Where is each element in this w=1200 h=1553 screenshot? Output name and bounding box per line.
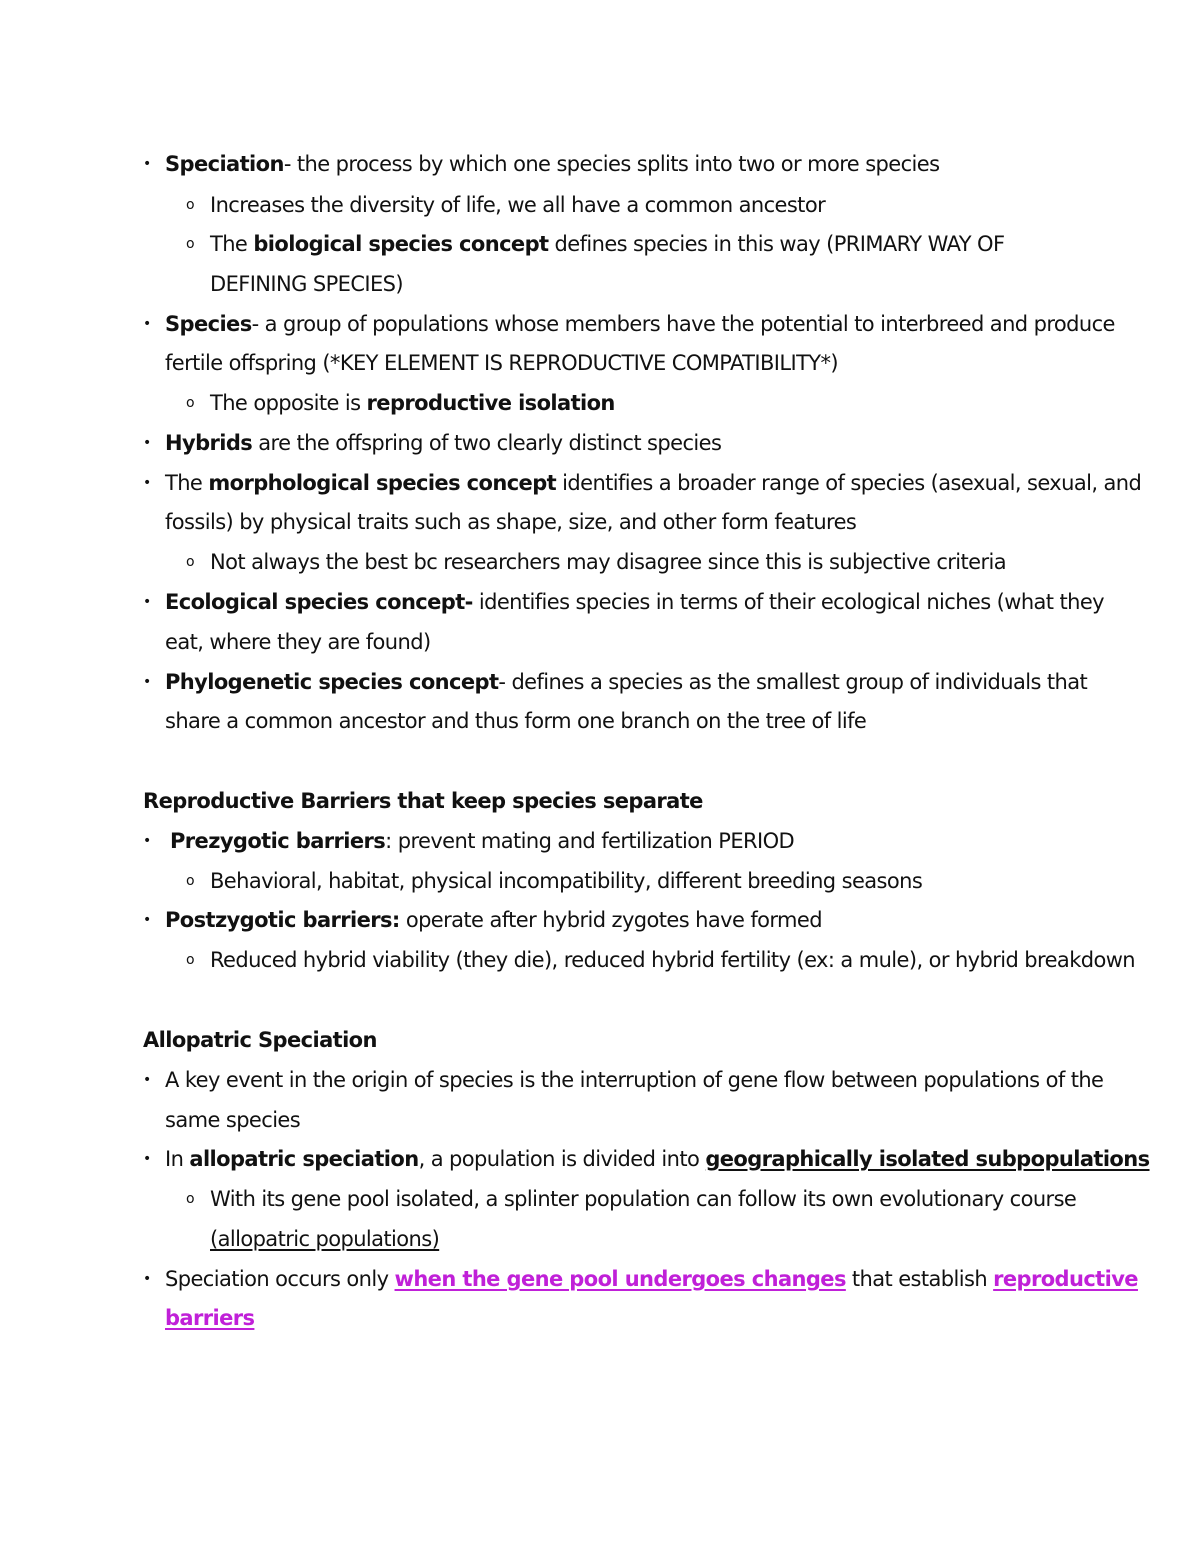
list-item-continuation: DEFINING SPECIES) [210, 272, 403, 296]
bullet-icon: • [143, 1271, 151, 1287]
highlight-gene-pool-changes: when the gene pool undergoes changes [394, 1267, 846, 1291]
sub-item-text: Increases the diversity of life, we all have a common ancestor [210, 193, 826, 217]
term-species: Species [165, 312, 252, 336]
list-item: • In allopatric speciation, a population is divided into geographically isolated subpopulations [0, 1144, 1200, 1174]
list-item: • Phylogenetic species concept- defines a species as the smallest group of individuals that [0, 667, 1200, 697]
list-item: • The morphological species concept identifies a broader range of species (asexual, sexual, and [0, 468, 1200, 498]
list-item-continuation: same species [165, 1108, 301, 1132]
bullet-icon: • [143, 316, 151, 332]
list-item: • Prezygotic barriers: prevent mating and fertilization PERIOD [0, 826, 1200, 856]
list-item-continuation [0, 1303, 1200, 1333]
list-item: • Ecological species concept- identifies species in terms of their ecological niches (what they [0, 587, 1200, 617]
list-item-continuation: share a common ancestor and thus form one branch on the tree of life [165, 709, 867, 733]
list-item: • Hybrids are the offspring of two clearly distinct species [0, 428, 1200, 458]
circle-bullet-icon: o [186, 952, 194, 968]
term-phylogenetic-species-concept: Phylogenetic species concept [165, 670, 499, 694]
definition-text: - the process by which one species splits into two or more species [283, 152, 940, 176]
circle-bullet-icon: o [186, 197, 194, 213]
list-item: o Reduced hybrid viability (they die), reduced hybrid fertility (ex: a mule), or hybrid breakdown [0, 945, 1200, 975]
section-heading: Allopatric Speciation [143, 1028, 377, 1052]
circle-bullet-icon: o [186, 1191, 194, 1207]
list-item [0, 149, 1200, 179]
list-item: • A key event in the origin of species is the interruption of gene flow between populations of the [0, 1065, 1200, 1095]
list-item: o The opposite is reproductive isolation [0, 388, 1200, 418]
list-item: o With its gene pool isolated, a splinter population can follow its own evolutionary course [0, 1184, 1200, 1214]
term-speciation: Speciation [165, 152, 284, 176]
list-item: o Not always the best bc researchers may disagree since this is subjective criteria [0, 547, 1200, 577]
list-item-continuation: (allopatric populations) [210, 1227, 440, 1251]
list-item [0, 190, 1200, 220]
bullet-icon: • [143, 674, 151, 690]
term-allopatric-speciation: allopatric speciation [189, 1147, 419, 1171]
term-morphological-species-concept: morphological species concept [208, 471, 557, 495]
list-item: • Species- a group of populations whose members have the potential to interbreed and produce [0, 309, 1200, 339]
circle-bullet-icon: o [186, 873, 194, 889]
term-hybrids: Hybrids [165, 431, 253, 455]
term-geographically-isolated-subpopulations: geographically isolated subpopulations [705, 1147, 1150, 1171]
bullet-icon: • [143, 1072, 151, 1088]
term-ecological-species-concept: Ecological species concept- [165, 590, 473, 614]
bullet-icon: • [143, 1151, 151, 1167]
term-reproductive-isolation: reproductive isolation [366, 391, 615, 415]
list-item: o The biological species concept defines species in this way (PRIMARY WAY OF [0, 229, 1200, 259]
term-prezygotic-barriers: Prezygotic barriers [170, 829, 386, 853]
term-biological-species-concept: biological species concept [253, 232, 549, 256]
bullet-icon: • [143, 594, 151, 610]
section-heading: Reproductive Barriers that keep species separate [143, 789, 703, 813]
list-item-continuation: fertile offspring (*KEY ELEMENT IS REPRODUCTIVE COMPATIBILITY*) [165, 351, 839, 375]
circle-bullet-icon: o [186, 236, 194, 252]
bullet-icon: • [143, 833, 151, 849]
list-item: • Speciation occurs only when the gene pool undergoes changes that establish reproductive [0, 1264, 1200, 1294]
bullet-icon: • [143, 156, 151, 172]
bullet-icon: • [143, 912, 151, 928]
circle-bullet-icon: o [186, 554, 194, 570]
highlight-barriers: barriers [165, 1306, 255, 1330]
highlight-reproductive: reproductive [993, 1267, 1138, 1291]
circle-bullet-icon: o [186, 395, 194, 411]
bullet-icon: • [143, 435, 151, 451]
bullet-icon: • [143, 475, 151, 491]
list-item-continuation: fossils) by physical traits such as shape, size, and other form features [165, 510, 857, 534]
list-item: o Behavioral, habitat, physical incompatibility, different breeding seasons [0, 866, 1200, 896]
term-postzygotic-barriers: Postzygotic barriers: [165, 908, 400, 932]
list-item-continuation: eat, where they are found) [165, 630, 431, 654]
list-item: • Postzygotic barriers: operate after hybrid zygotes have formed [0, 905, 1200, 935]
